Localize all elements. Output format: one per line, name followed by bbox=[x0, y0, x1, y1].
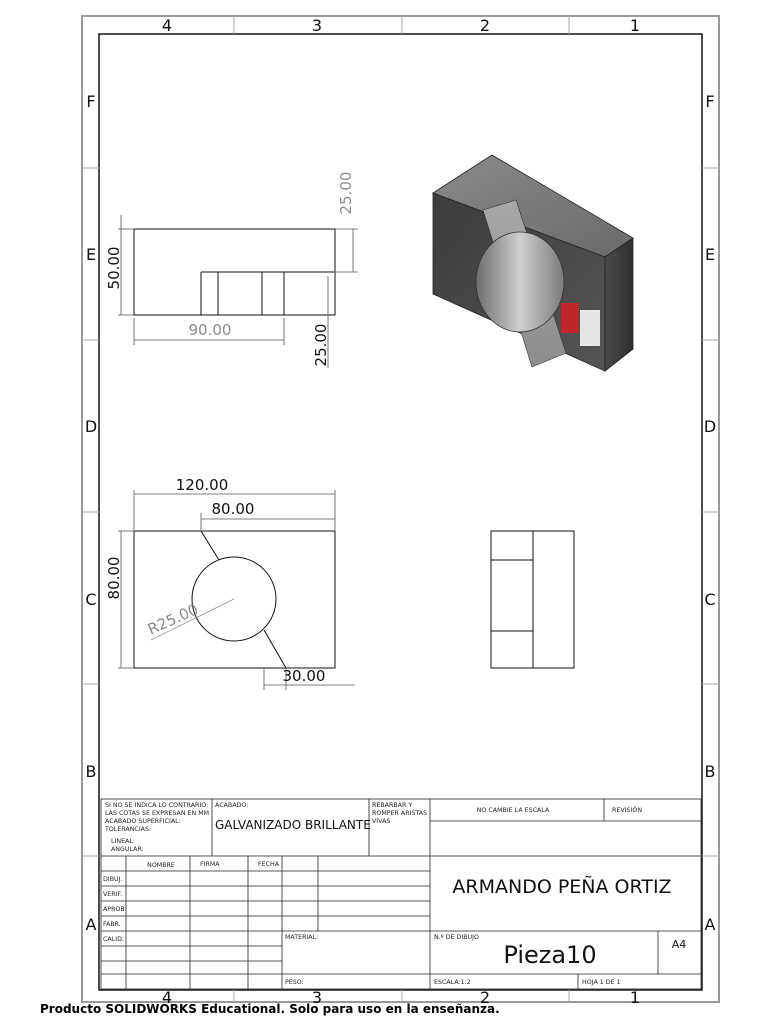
zone-right-F: F bbox=[705, 92, 715, 111]
dim-top-width-hole: 80.00 bbox=[211, 500, 255, 518]
finish-value: GALVANIZADO BRILLANTE bbox=[215, 818, 371, 832]
row-calid: CALID. bbox=[103, 936, 124, 943]
general-note-line-2: LAS COTAS SE EXPRESAN EN MM bbox=[105, 810, 210, 817]
general-note-line-1: SI NO SE INDICA LO CONTRARIO: bbox=[105, 802, 209, 809]
no-scale-note: NO CAMBIE LA ESCALA bbox=[476, 807, 550, 814]
zone-bottom-1: 1 bbox=[629, 988, 641, 1007]
scale-label: ESCALA:1:2 bbox=[434, 979, 471, 986]
dim-top-slot: 30.00 bbox=[282, 667, 326, 685]
zone-right-E: E bbox=[704, 245, 716, 264]
part-name: Pieza10 bbox=[503, 941, 597, 969]
isometric-view bbox=[433, 155, 633, 371]
row-fabr: FABR. bbox=[103, 921, 121, 928]
zone-bottom-2: 2 bbox=[479, 988, 491, 1007]
top-view bbox=[134, 531, 335, 668]
zone-left-F: F bbox=[86, 92, 96, 111]
zone-right-A: A bbox=[704, 915, 716, 934]
author-name: ARMANDO PEÑA ORTIZ bbox=[452, 876, 672, 898]
deburr-note-line-1: REBARBAR Y bbox=[372, 802, 413, 809]
deburr-note-line-3: VIVAS bbox=[372, 818, 391, 825]
general-note-line-6: ANGULAR: bbox=[111, 846, 144, 853]
educational-footer: Producto SOLIDWORKS Educational. Solo para uso en la enseñanza. bbox=[40, 1002, 500, 1016]
deburr-note-line-2: ROMPER ARISTAS bbox=[372, 810, 428, 817]
dim-top-width-overall: 120.00 bbox=[175, 476, 229, 494]
outer-border bbox=[82, 16, 719, 1002]
finish-label: ACABADO: bbox=[215, 802, 249, 809]
zone-left-A: A bbox=[85, 915, 97, 934]
zone-right-B: B bbox=[704, 762, 716, 781]
dim-front-height: 50.00 bbox=[105, 246, 123, 290]
zone-ticks bbox=[82, 16, 719, 1002]
material-label: MATERIAL: bbox=[285, 934, 319, 941]
row-verif: VERIF. bbox=[103, 891, 123, 898]
row-dibuj: DIBUJ. bbox=[103, 876, 123, 883]
zone-right-D: D bbox=[703, 417, 717, 436]
dim-front-step-top: 25.00 bbox=[337, 171, 355, 215]
zone-top-2: 2 bbox=[479, 16, 491, 35]
col-fecha: FECHA bbox=[258, 861, 280, 868]
dim-top-radius: R25.00 bbox=[144, 600, 202, 639]
zone-top-3: 3 bbox=[311, 16, 323, 35]
dim-front-step-bottom: 25.00 bbox=[312, 323, 330, 367]
general-note-line-3: ACABADO SUPERFICIAL: bbox=[105, 818, 181, 825]
revision-label: REVISIÓN bbox=[612, 807, 643, 814]
sheet-label: HOJA 1 DE 1 bbox=[582, 979, 621, 986]
side-view bbox=[491, 531, 574, 668]
inner-border bbox=[99, 34, 702, 990]
zone-top-1: 1 bbox=[629, 16, 641, 35]
sheet-size: A4 bbox=[671, 938, 687, 951]
col-nombre: NOMBRE bbox=[147, 862, 175, 869]
col-firma: FIRMA bbox=[200, 861, 220, 868]
weight-label: PESO: bbox=[285, 979, 304, 986]
zone-left-D: D bbox=[84, 417, 98, 436]
zone-left-B: B bbox=[85, 762, 97, 781]
top-dimension-lines bbox=[118, 490, 355, 690]
general-note-line-4: TOLERANCIAS: bbox=[105, 826, 152, 833]
general-note-line-5: LINEAL: bbox=[111, 838, 135, 845]
zone-left-C: C bbox=[85, 590, 97, 609]
front-view bbox=[134, 229, 335, 315]
row-aprob: APROB. bbox=[103, 906, 127, 913]
zone-right-C: C bbox=[704, 590, 716, 609]
zone-left-E: E bbox=[85, 245, 97, 264]
zone-bottom-3: 3 bbox=[311, 988, 323, 1007]
zone-bottom-4: 4 bbox=[161, 988, 173, 1007]
logo-mark-icon bbox=[561, 303, 579, 333]
dim-front-width: 90.00 bbox=[188, 321, 232, 339]
dim-top-height: 80.00 bbox=[105, 556, 123, 600]
zone-top-4: 4 bbox=[161, 16, 173, 35]
drawing-no-label: N.º DE DIBUJO bbox=[434, 934, 479, 941]
